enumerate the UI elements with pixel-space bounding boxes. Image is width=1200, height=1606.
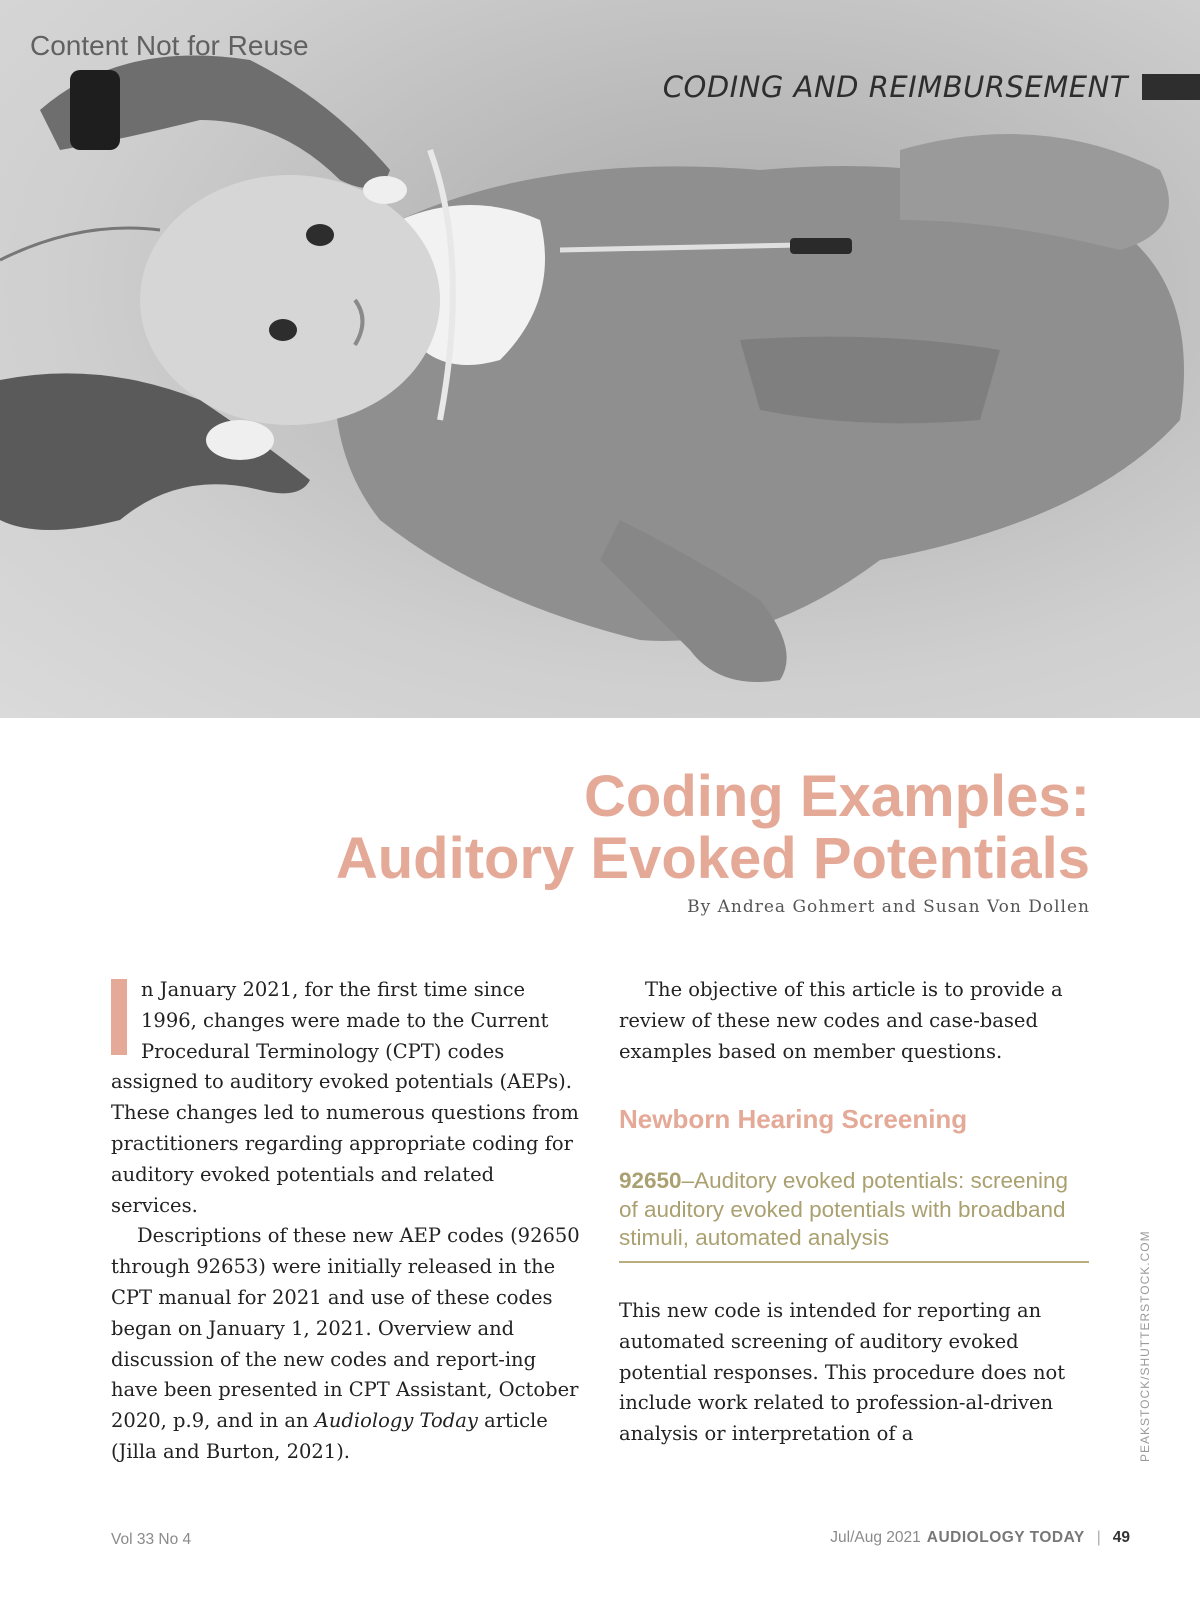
page-number: 49 <box>1112 1529 1130 1546</box>
objective-paragraph: The objective of this article is to provide a review of these new codes and case-based examples based on member questions. <box>619 978 1063 1063</box>
journal-name: Audiology Today <box>314 1409 478 1433</box>
section-header <box>663 70 1200 104</box>
article-title <box>336 766 1090 890</box>
photo-credit: PEAKSTOCK/SHUTTERSTOCK.COM <box>1138 1230 1152 1462</box>
watermark: Content Not for Reuse <box>30 30 309 61</box>
section-block-decoration <box>1142 74 1200 100</box>
footer-divider: | <box>1096 1529 1101 1546</box>
footer-issue: Jul/Aug 2021 <box>830 1529 921 1546</box>
section-subhead: Newborn Hearing Screening <box>619 1104 968 1134</box>
hero-photo <box>0 0 1200 718</box>
second-text-a: Descriptions of these new AEP codes (92650 through 92653) were initially released in the CPT manual for 2021 and use of these codes began on January 1, 2021. Overview and discussion of the new codes and report-ing have been presented in CPT Assistant, October 2020, p.9, and in an <box>111 1224 580 1433</box>
section-label: CODING AND REIMBURSEMENT <box>662 70 1128 104</box>
code-description: –Auditory evoked potentials: screening of auditory evoked potentials with broadband stimuli, automated analysis <box>619 1168 1069 1250</box>
title-line-2: Auditory Evoked Potentials <box>335 826 1090 891</box>
byline: By Andrea Gohmert and Susan Von Dollen <box>687 897 1090 917</box>
code-explanation-paragraph: This new code is intended for reporting an automated screening of auditory evoked potential responses. This procedure does not include work related to profession-al-driven analysis or interpretation of a <box>619 1299 1066 1446</box>
footer-right <box>830 1529 1130 1547</box>
footer-magazine: AUDIOLOGY TODAY <box>926 1529 1085 1546</box>
baby-photo-illustration <box>0 0 1200 718</box>
code-number: 92650 <box>619 1168 682 1193</box>
second-text-b: article (Jilla and Burton, 2021). <box>111 1409 548 1463</box>
intro-text: n January 2021, for the first time since 1996, changes were made to the Current Procedural Terminology (CPT) codes assigned to auditory evoked potentials (AEPs). These changes led to numerous questions from practitioners regarding appropriate coding for auditory evoked potentials and related services. <box>111 978 579 1217</box>
second-paragraph <box>111 1221 581 1467</box>
code-description-block <box>619 1167 1089 1263</box>
title-line-1: Coding Examples: <box>584 764 1090 829</box>
right-column <box>619 975 1089 1067</box>
code-explanation <box>619 1296 1089 1450</box>
intro-paragraph <box>111 975 581 1221</box>
left-column <box>111 975 581 1468</box>
footer-volume: Vol 33 No 4 <box>111 1531 192 1548</box>
drop-cap <box>111 979 127 1055</box>
